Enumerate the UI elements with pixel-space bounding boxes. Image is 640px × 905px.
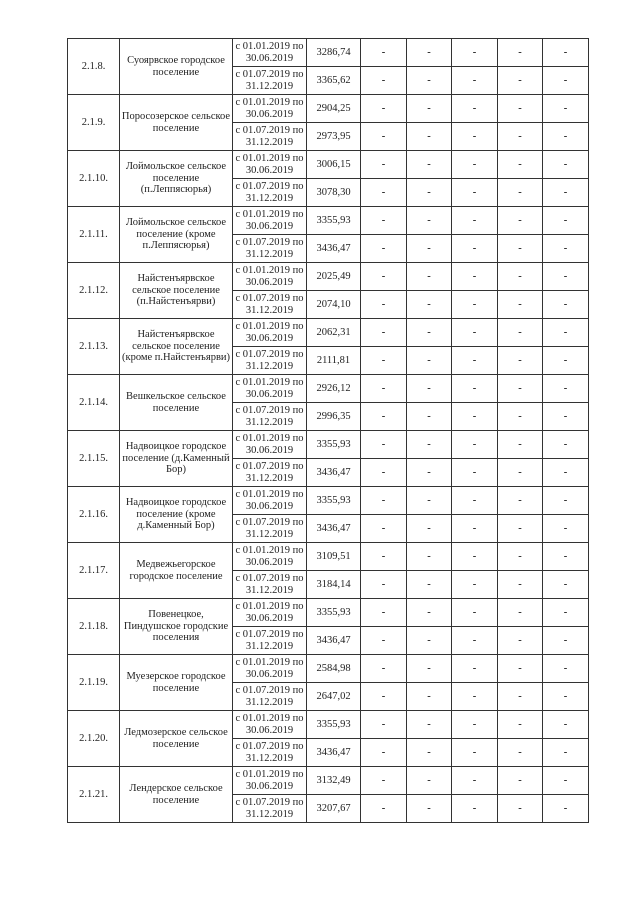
empty-value-cell: - <box>498 319 543 347</box>
empty-value-cell: - <box>543 403 589 431</box>
row-number-cell: 2.1.21. <box>68 767 120 823</box>
empty-value-cell: - <box>543 67 589 95</box>
table-row <box>68 431 589 459</box>
tariff-value-cell: 2025,49 <box>307 263 361 291</box>
empty-value-cell: - <box>361 375 407 403</box>
tariff-value-cell: 2973,95 <box>307 123 361 151</box>
row-number-cell: 2.1.15. <box>68 431 120 487</box>
empty-value-cell: - <box>407 151 452 179</box>
empty-value-cell: - <box>543 627 589 655</box>
empty-value-cell: - <box>361 179 407 207</box>
period-cell: с 01.01.2019 по 30.06.2019 <box>233 431 307 459</box>
tariff-value-cell: 3436,47 <box>307 515 361 543</box>
period-cell: с 01.07.2019 по 31.12.2019 <box>233 627 307 655</box>
empty-value-cell: - <box>498 431 543 459</box>
row-number-cell: 2.1.18. <box>68 599 120 655</box>
table-row <box>68 487 589 515</box>
tariff-value-cell: 2111,81 <box>307 347 361 375</box>
empty-value-cell: - <box>452 95 498 123</box>
empty-value-cell: - <box>498 459 543 487</box>
empty-value-cell: - <box>543 39 589 67</box>
tariff-value-cell: 3355,93 <box>307 599 361 627</box>
empty-value-cell: - <box>361 683 407 711</box>
empty-value-cell: - <box>543 683 589 711</box>
settlement-name-cell: Медвежьегорское городское поселение <box>120 543 233 599</box>
period-cell: с 01.07.2019 по 31.12.2019 <box>233 515 307 543</box>
empty-value-cell: - <box>407 571 452 599</box>
row-number-cell: 2.1.19. <box>68 655 120 711</box>
empty-value-cell: - <box>361 67 407 95</box>
empty-value-cell: - <box>407 179 452 207</box>
empty-value-cell: - <box>452 123 498 151</box>
empty-value-cell: - <box>498 683 543 711</box>
settlement-name-cell: Надвоицкое городское поселение (д.Каменный Бор) <box>120 431 233 487</box>
empty-value-cell: - <box>361 795 407 823</box>
settlement-name-cell: Поросозерское сельское поселение <box>120 95 233 151</box>
period-cell: с 01.07.2019 по 31.12.2019 <box>233 291 307 319</box>
empty-value-cell: - <box>543 711 589 739</box>
tariff-value-cell: 3132,49 <box>307 767 361 795</box>
empty-value-cell: - <box>407 67 452 95</box>
tariff-value-cell: 2074,10 <box>307 291 361 319</box>
empty-value-cell: - <box>407 319 452 347</box>
row-number-cell: 2.1.12. <box>68 263 120 319</box>
empty-value-cell: - <box>498 711 543 739</box>
period-cell: с 01.01.2019 по 30.06.2019 <box>233 487 307 515</box>
row-number-cell: 2.1.17. <box>68 543 120 599</box>
empty-value-cell: - <box>361 291 407 319</box>
empty-value-cell: - <box>543 571 589 599</box>
empty-value-cell: - <box>407 627 452 655</box>
empty-value-cell: - <box>498 291 543 319</box>
row-number-cell: 2.1.20. <box>68 711 120 767</box>
empty-value-cell: - <box>498 235 543 263</box>
empty-value-cell: - <box>407 95 452 123</box>
settlement-name-cell: Надвоицкое городское поселение (кроме д.Каменный Бор) <box>120 487 233 543</box>
tariff-table <box>67 38 589 823</box>
empty-value-cell: - <box>498 599 543 627</box>
table-row <box>68 39 589 67</box>
tariff-value-cell: 3109,51 <box>307 543 361 571</box>
empty-value-cell: - <box>452 571 498 599</box>
period-cell: с 01.07.2019 по 31.12.2019 <box>233 459 307 487</box>
empty-value-cell: - <box>361 151 407 179</box>
row-number-cell: 2.1.10. <box>68 151 120 207</box>
period-cell: с 01.07.2019 по 31.12.2019 <box>233 347 307 375</box>
settlement-name-cell: Суоярвское городское поселение <box>120 39 233 95</box>
table-row <box>68 95 589 123</box>
empty-value-cell: - <box>498 123 543 151</box>
tariff-value-cell: 3436,47 <box>307 459 361 487</box>
empty-value-cell: - <box>452 403 498 431</box>
empty-value-cell: - <box>543 291 589 319</box>
empty-value-cell: - <box>407 487 452 515</box>
empty-value-cell: - <box>361 711 407 739</box>
empty-value-cell: - <box>407 375 452 403</box>
empty-value-cell: - <box>361 515 407 543</box>
tariff-value-cell: 3207,67 <box>307 795 361 823</box>
tariff-table-body <box>68 39 589 823</box>
empty-value-cell: - <box>361 627 407 655</box>
empty-value-cell: - <box>407 739 452 767</box>
empty-value-cell: - <box>543 487 589 515</box>
empty-value-cell: - <box>361 571 407 599</box>
period-cell: с 01.01.2019 по 30.06.2019 <box>233 263 307 291</box>
tariff-value-cell: 2584,98 <box>307 655 361 683</box>
empty-value-cell: - <box>407 39 452 67</box>
table-row <box>68 711 589 739</box>
empty-value-cell: - <box>498 655 543 683</box>
empty-value-cell: - <box>361 39 407 67</box>
empty-value-cell: - <box>543 319 589 347</box>
empty-value-cell: - <box>407 347 452 375</box>
empty-value-cell: - <box>361 207 407 235</box>
empty-value-cell: - <box>407 795 452 823</box>
empty-value-cell: - <box>361 319 407 347</box>
table-row <box>68 655 589 683</box>
empty-value-cell: - <box>407 655 452 683</box>
empty-value-cell: - <box>498 515 543 543</box>
empty-value-cell: - <box>407 683 452 711</box>
empty-value-cell: - <box>543 459 589 487</box>
table-row <box>68 599 589 627</box>
empty-value-cell: - <box>407 207 452 235</box>
empty-value-cell: - <box>498 795 543 823</box>
empty-value-cell: - <box>452 459 498 487</box>
empty-value-cell: - <box>498 487 543 515</box>
empty-value-cell: - <box>407 767 452 795</box>
empty-value-cell: - <box>452 515 498 543</box>
period-cell: с 01.07.2019 по 31.12.2019 <box>233 795 307 823</box>
settlement-name-cell: Найстенъярвское сельское поселение (п.Найстенъярви) <box>120 263 233 319</box>
empty-value-cell: - <box>543 767 589 795</box>
settlement-name-cell: Лендерское сельское поселение <box>120 767 233 823</box>
empty-value-cell: - <box>498 571 543 599</box>
tariff-value-cell: 2926,12 <box>307 375 361 403</box>
empty-value-cell: - <box>452 431 498 459</box>
empty-value-cell: - <box>361 347 407 375</box>
period-cell: с 01.07.2019 по 31.12.2019 <box>233 179 307 207</box>
empty-value-cell: - <box>543 263 589 291</box>
empty-value-cell: - <box>452 235 498 263</box>
empty-value-cell: - <box>498 151 543 179</box>
empty-value-cell: - <box>452 543 498 571</box>
tariff-value-cell: 3355,93 <box>307 207 361 235</box>
empty-value-cell: - <box>543 515 589 543</box>
empty-value-cell: - <box>452 319 498 347</box>
settlement-name-cell: Вешкельское сельское поселение <box>120 375 233 431</box>
empty-value-cell: - <box>407 291 452 319</box>
empty-value-cell: - <box>452 347 498 375</box>
period-cell: с 01.01.2019 по 30.06.2019 <box>233 767 307 795</box>
empty-value-cell: - <box>361 767 407 795</box>
period-cell: с 01.07.2019 по 31.12.2019 <box>233 403 307 431</box>
period-cell: с 01.01.2019 по 30.06.2019 <box>233 207 307 235</box>
settlement-name-cell: Найстенъярвское сельское поселение (кроме п.Найстенъярви) <box>120 319 233 375</box>
empty-value-cell: - <box>407 403 452 431</box>
empty-value-cell: - <box>498 347 543 375</box>
empty-value-cell: - <box>407 711 452 739</box>
tariff-value-cell: 3365,62 <box>307 67 361 95</box>
empty-value-cell: - <box>498 263 543 291</box>
empty-value-cell: - <box>543 95 589 123</box>
empty-value-cell: - <box>498 543 543 571</box>
empty-value-cell: - <box>407 599 452 627</box>
table-row <box>68 319 589 347</box>
period-cell: с 01.01.2019 по 30.06.2019 <box>233 599 307 627</box>
empty-value-cell: - <box>452 683 498 711</box>
tariff-value-cell: 3355,93 <box>307 487 361 515</box>
empty-value-cell: - <box>452 795 498 823</box>
tariff-value-cell: 3184,14 <box>307 571 361 599</box>
period-cell: с 01.07.2019 по 31.12.2019 <box>233 123 307 151</box>
empty-value-cell: - <box>452 207 498 235</box>
empty-value-cell: - <box>361 739 407 767</box>
empty-value-cell: - <box>361 487 407 515</box>
empty-value-cell: - <box>407 459 452 487</box>
settlement-name-cell: Ледмозерское сельское поселение <box>120 711 233 767</box>
row-number-cell: 2.1.13. <box>68 319 120 375</box>
empty-value-cell: - <box>361 263 407 291</box>
tariff-value-cell: 2904,25 <box>307 95 361 123</box>
empty-value-cell: - <box>452 291 498 319</box>
empty-value-cell: - <box>498 375 543 403</box>
empty-value-cell: - <box>452 179 498 207</box>
empty-value-cell: - <box>543 795 589 823</box>
empty-value-cell: - <box>452 39 498 67</box>
empty-value-cell: - <box>361 431 407 459</box>
empty-value-cell: - <box>543 739 589 767</box>
empty-value-cell: - <box>407 515 452 543</box>
empty-value-cell: - <box>452 67 498 95</box>
settlement-name-cell: Лоймольское сельское поселение (п.Леппясюрья) <box>120 151 233 207</box>
period-cell: с 01.01.2019 по 30.06.2019 <box>233 655 307 683</box>
empty-value-cell: - <box>543 123 589 151</box>
period-cell: с 01.01.2019 по 30.06.2019 <box>233 95 307 123</box>
period-cell: с 01.07.2019 по 31.12.2019 <box>233 571 307 599</box>
empty-value-cell: - <box>407 123 452 151</box>
empty-value-cell: - <box>361 459 407 487</box>
empty-value-cell: - <box>543 235 589 263</box>
period-cell: с 01.07.2019 по 31.12.2019 <box>233 683 307 711</box>
tariff-value-cell: 3355,93 <box>307 431 361 459</box>
settlement-name-cell: Лоймольское сельское поселение (кроме п.Леппясюрья) <box>120 207 233 263</box>
empty-value-cell: - <box>452 711 498 739</box>
empty-value-cell: - <box>452 151 498 179</box>
tariff-value-cell: 3286,74 <box>307 39 361 67</box>
period-cell: с 01.01.2019 по 30.06.2019 <box>233 319 307 347</box>
tariff-value-cell: 2062,31 <box>307 319 361 347</box>
table-row <box>68 543 589 571</box>
empty-value-cell: - <box>452 599 498 627</box>
tariff-value-cell: 3006,15 <box>307 151 361 179</box>
period-cell: с 01.07.2019 по 31.12.2019 <box>233 67 307 95</box>
empty-value-cell: - <box>407 263 452 291</box>
row-number-cell: 2.1.11. <box>68 207 120 263</box>
empty-value-cell: - <box>498 179 543 207</box>
empty-value-cell: - <box>543 543 589 571</box>
empty-value-cell: - <box>498 627 543 655</box>
empty-value-cell: - <box>543 375 589 403</box>
table-row <box>68 151 589 179</box>
empty-value-cell: - <box>498 67 543 95</box>
tariff-value-cell: 3078,30 <box>307 179 361 207</box>
row-number-cell: 2.1.16. <box>68 487 120 543</box>
empty-value-cell: - <box>361 123 407 151</box>
period-cell: с 01.07.2019 по 31.12.2019 <box>233 739 307 767</box>
empty-value-cell: - <box>452 263 498 291</box>
tariff-value-cell: 3355,93 <box>307 711 361 739</box>
empty-value-cell: - <box>452 375 498 403</box>
tariff-value-cell: 3436,47 <box>307 627 361 655</box>
empty-value-cell: - <box>452 627 498 655</box>
table-row <box>68 767 589 795</box>
period-cell: с 01.01.2019 по 30.06.2019 <box>233 543 307 571</box>
empty-value-cell: - <box>543 151 589 179</box>
settlement-name-cell: Повенецкое, Пиндушское городские поселения <box>120 599 233 655</box>
period-cell: с 01.01.2019 по 30.06.2019 <box>233 711 307 739</box>
empty-value-cell: - <box>361 543 407 571</box>
table-row <box>68 375 589 403</box>
empty-value-cell: - <box>543 599 589 627</box>
empty-value-cell: - <box>452 739 498 767</box>
empty-value-cell: - <box>452 655 498 683</box>
row-number-cell: 2.1.14. <box>68 375 120 431</box>
empty-value-cell: - <box>498 739 543 767</box>
empty-value-cell: - <box>452 767 498 795</box>
table-row <box>68 263 589 291</box>
row-number-cell: 2.1.8. <box>68 39 120 95</box>
row-number-cell: 2.1.9. <box>68 95 120 151</box>
empty-value-cell: - <box>498 39 543 67</box>
table-row <box>68 207 589 235</box>
empty-value-cell: - <box>407 543 452 571</box>
empty-value-cell: - <box>452 487 498 515</box>
empty-value-cell: - <box>407 235 452 263</box>
empty-value-cell: - <box>543 431 589 459</box>
empty-value-cell: - <box>361 235 407 263</box>
period-cell: с 01.01.2019 по 30.06.2019 <box>233 39 307 67</box>
empty-value-cell: - <box>543 207 589 235</box>
empty-value-cell: - <box>361 655 407 683</box>
tariff-value-cell: 3436,47 <box>307 739 361 767</box>
empty-value-cell: - <box>498 207 543 235</box>
tariff-value-cell: 3436,47 <box>307 235 361 263</box>
period-cell: с 01.07.2019 по 31.12.2019 <box>233 235 307 263</box>
empty-value-cell: - <box>498 95 543 123</box>
empty-value-cell: - <box>543 655 589 683</box>
empty-value-cell: - <box>361 403 407 431</box>
empty-value-cell: - <box>361 599 407 627</box>
period-cell: с 01.01.2019 по 30.06.2019 <box>233 151 307 179</box>
empty-value-cell: - <box>543 179 589 207</box>
empty-value-cell: - <box>498 403 543 431</box>
period-cell: с 01.01.2019 по 30.06.2019 <box>233 375 307 403</box>
empty-value-cell: - <box>498 767 543 795</box>
settlement-name-cell: Муезерское городское поселение <box>120 655 233 711</box>
tariff-value-cell: 2996,35 <box>307 403 361 431</box>
empty-value-cell: - <box>543 347 589 375</box>
tariff-value-cell: 2647,02 <box>307 683 361 711</box>
empty-value-cell: - <box>361 95 407 123</box>
empty-value-cell: - <box>407 431 452 459</box>
